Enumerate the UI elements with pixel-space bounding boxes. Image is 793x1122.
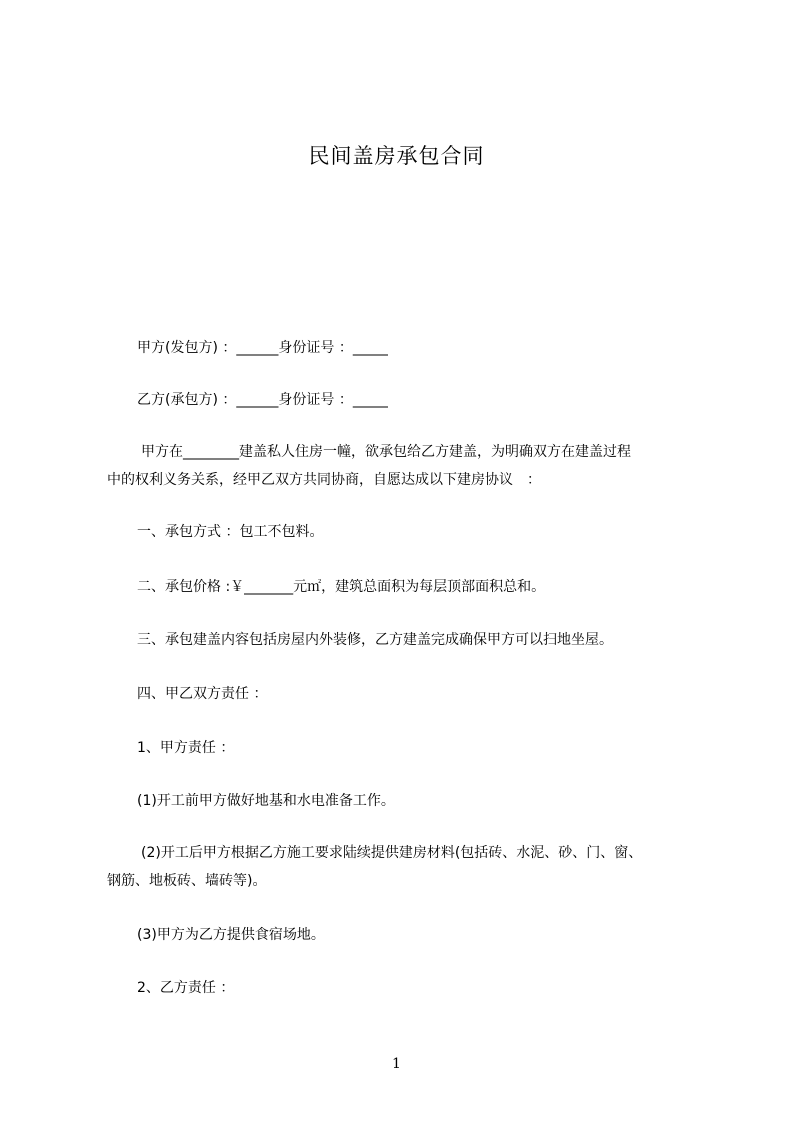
page-number: 1 [392,1056,401,1072]
party-a-line: 甲方(发包方) ：______身份证号 ：_____ [137,340,388,356]
party-a-duties-heading: 1、甲方责任 ： [137,740,235,756]
preamble-line-2: 中的权利义务关系，经甲乙双方共同协商，自愿达成以下建房协议 ： [107,472,541,488]
party-a-duty-2-line-2: 钢筋、地板砖、墙砖等)。 [107,873,267,889]
clause-3: 三、承包建盖内容包括房屋内外装修，乙方建盖完成确保甲方可以扫地坐屋。 [137,632,613,648]
party-a-duty-1: (1)开工前甲方做好地基和水电准备工作。 [137,793,395,809]
party-a-duty-2-line-1: (2)开工后甲方根据乙方施工要求陆续提供建房材料(包括砖、水泥、砂、门、窗、 [141,845,643,861]
clause-2: 二、承包价格 :￥_______元㎡，建筑总面积为每层顶部面积总和。 [137,579,546,595]
party-b-line: 乙方(承包方) ：______身份证号 ：_____ [137,392,388,408]
clause-1: 一、承包方式 ：包工不包料。 [137,524,324,540]
preamble-line-1: 甲方在________建盖私人住房一幢，欲承包给乙方建盖，为明确双方在建盖过程 [141,444,631,460]
party-b-duties-heading: 2、乙方责任 ： [137,980,235,996]
clause-4: 四、甲乙双方责任 ： [137,686,268,702]
document-title: 民间盖房承包合同 [308,144,485,168]
party-a-duty-3: (3)甲方为乙方提供食宿场地。 [137,927,325,943]
